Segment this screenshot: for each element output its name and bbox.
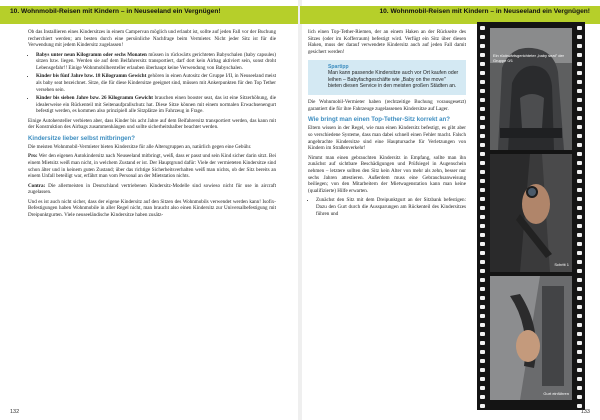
subheading: Kindersitze lieber selbst mitbringen? xyxy=(28,135,136,143)
film-perforation xyxy=(480,188,485,192)
list-item xyxy=(36,95,276,115)
film-perforation xyxy=(480,314,485,318)
film-perforation xyxy=(577,143,582,147)
running-header: 10. Wohnmobil-Reisen mit Kindern – in Neuseeland ein Vergnügen! xyxy=(379,8,590,15)
film-perforation xyxy=(577,26,582,30)
photo-belt-step xyxy=(490,154,572,272)
film-perforation xyxy=(577,323,582,327)
pro-paragraph xyxy=(28,153,276,180)
paragraph: Ob das Installieren eines Kindersitzes in einem Campervan möglich und erlaubt ist, sollte auf jeden Fall vor der Buchung recherchiert werden; am besten durch eine persönliche Nachfrage beim Vermieter. Nicht jeder Sitz ist für die Verwendung mit jedem Kindersitz zugelassen! xyxy=(28,29,276,49)
film-perforation xyxy=(577,179,582,183)
film-perforation xyxy=(480,224,485,228)
film-perforation xyxy=(480,152,485,156)
film-perforation xyxy=(480,278,485,282)
film-perforation xyxy=(480,305,485,309)
film-perforation xyxy=(577,89,582,93)
film-perforation xyxy=(577,242,582,246)
belt-insert-photo xyxy=(490,276,572,400)
film-perforation xyxy=(480,179,485,183)
paragraph: Einige Autohersteller verbieten aber, dass Kinder bis acht Jahre auf dem Beifahrersitz transportiert werden, das kann mit der Konstruktion des Airbags zusammenhängen und sollte sicherheitshalber beachtet werden. xyxy=(28,117,276,131)
left-text-column xyxy=(28,29,276,221)
list-item xyxy=(36,52,276,72)
bullet-list xyxy=(28,52,276,115)
film-perforation xyxy=(577,215,582,219)
film-perforation xyxy=(480,197,485,201)
contra-text: Die allermeisten in Deutschland vertriebenen Kindersitz-Modelle sind sowieso nicht für use in aircraft zugelassen. xyxy=(28,182,276,196)
film-perforation xyxy=(577,260,582,264)
photo-caption: Ein rückwärtsgerichteter „baby seat" der Gruppe 0/1 xyxy=(493,53,565,63)
film-perforation xyxy=(577,278,582,282)
film-perforation xyxy=(577,98,582,102)
film-perforation xyxy=(577,116,582,120)
page-number: 133 xyxy=(580,409,590,415)
tip-box xyxy=(308,60,466,95)
belt-hand-photo xyxy=(490,154,572,272)
film-perforation xyxy=(577,53,582,57)
film-perforation xyxy=(577,368,582,372)
photo-filmstrip xyxy=(477,22,585,410)
film-perforation xyxy=(577,305,582,309)
pro-text: Wer den eigenen Autokindersitz nach Neuseeland mitbringt, weiß, dass er passt und sein Kind sicher darin sitzt. Bei einem Mietsitz weiß man nicht, in welchem Zustand er ist. Der Hauptgrund dafür: Viele der vermieteten Kindersitze sind schon älter und in keinem guten Zustand; über das richtige Sicherheitsverhalten weiß man nichts, ob der Sitz bereits an einem Unfall beteiligt war, erfährt man vom Personal an der Mietstation nichts. xyxy=(28,153,276,180)
film-perforation xyxy=(480,134,485,138)
film-perforation xyxy=(577,359,582,363)
film-perforation xyxy=(480,395,485,399)
photo-car-seat xyxy=(490,28,572,150)
bullet-bold-lead: Kinder bis sieben Jahre bzw. 26 Kilogramm Gewicht xyxy=(36,94,153,101)
film-perforation xyxy=(480,233,485,237)
running-header: 10. Wohnmobil-Reisen mit Kindern – in Neuseeland ein Vergnügen! xyxy=(10,8,221,15)
bullet-bold-lead: Kinder bis fünf Jahre bzw. 18 Kilogramm Gewicht xyxy=(36,73,147,80)
film-perforation xyxy=(480,359,485,363)
photo-caption: Gurt einführen xyxy=(543,391,569,397)
film-perforation xyxy=(480,404,485,408)
film-perforation xyxy=(577,251,582,255)
film-perforation xyxy=(577,395,582,399)
paragraph: Die Wohnmobil-Vermieter haben (rechtzeitige Buchung vorausgesetzt) garantiert die für ihre Fahrzeuge zugelassenen Kindersitze auf Lager. xyxy=(308,98,466,112)
film-perforation xyxy=(577,125,582,129)
film-perforation xyxy=(577,161,582,165)
film-perforation xyxy=(480,116,485,120)
subheading: Wie bringt man einen Top-Tether-Sitz korrekt an? xyxy=(308,116,450,124)
page-number: 132 xyxy=(10,409,20,415)
film-perforation xyxy=(480,89,485,93)
bullet-text: müssen in rückwärts gerichteten Babyschalen (baby capsules) sitzen bzw. liegen. Werden sie auf dem Beifahrersitz transportiert, darf dort kein Airbag aktiviert sein, sonst droht Lebensgefahr!! Einige Wohnmobilhersteller erlauben überhaupt keine Verwendung von Babyschalen. xyxy=(36,51,276,72)
film-perforation xyxy=(480,62,485,66)
film-perforation xyxy=(480,80,485,84)
car-seat-photo xyxy=(490,28,572,150)
paragraph: Nimmt man einen gebrauchten Kindersitz in Empfang, sollte man ihn zunächst auf sichtbare Beschädigungen und Prüfsiegel in Augenschein nehmen – letztere sollten den Sitz kein Alter von mehr als zehn, besser nur sechs Jahren attestieren. Außerdem muss eine Gebrauchsanweisung beiliegen; von den Mitarbeitern der Mietwagenstation kann man keine (qualifizierte) Hilfe erwarten. xyxy=(308,154,466,195)
film-perforation xyxy=(480,242,485,246)
list-item: • Zunächst den Sitz mit dem Dreipunktgurt an der Sitzbank befestigen: Dazu den Gurt durch die Aussparungen am Rückenteil des Kindersitzes führen und xyxy=(316,197,466,217)
film-perforation xyxy=(480,161,485,165)
film-perforation xyxy=(480,98,485,102)
film-perforation xyxy=(577,107,582,111)
film-perforation xyxy=(577,170,582,174)
film-perforation xyxy=(577,314,582,318)
photo-caption: Schritt 1 xyxy=(554,262,569,268)
tip-title: Spartipp xyxy=(328,63,349,70)
film-perforation xyxy=(480,206,485,210)
film-perforation xyxy=(577,80,582,84)
film-perforation xyxy=(577,152,582,156)
paragraph: lich einen Top-Tether-Riemen, der an einem Haken an der Rückseite des Sitzes (oder im Kofferraum) befestigt wird. Verfügt ein Sitz über diesen Haken, muss der darauf verwendete Kindersitz auch auf jeden Fall damit gesichert werden! xyxy=(308,29,466,56)
film-perforation xyxy=(577,287,582,291)
film-perforation xyxy=(577,197,582,201)
list-item xyxy=(36,73,276,93)
contra-label: Contra: xyxy=(28,182,46,189)
film-perforation xyxy=(577,350,582,354)
film-perforation xyxy=(577,332,582,336)
film-perforation xyxy=(480,143,485,147)
film-perforation xyxy=(577,206,582,210)
film-perforation xyxy=(577,377,582,381)
right-text-column xyxy=(308,29,466,220)
film-perforation xyxy=(577,188,582,192)
film-perforation xyxy=(480,107,485,111)
tip-text: Man kann passende Kindersitze auch vor Ort kaufen oder leihen – Babyfachgeschäfte wie „Baby on the move" bieten diesen Service in den meisten großen Städten an. xyxy=(328,70,459,90)
film-perforation xyxy=(577,386,582,390)
film-perforation xyxy=(480,35,485,39)
bullet-list xyxy=(308,197,466,217)
film-perforation xyxy=(480,323,485,327)
film-perforation xyxy=(480,341,485,345)
bullet-text: gehören in einen Autositz der Gruppe I/II, in Neuseeland meist als baby seat bezeichnet. Sitze, die für diese Kindersitze geeignet sind, müssen mit Ankerpunkten für den Top Tether versehen sein. xyxy=(36,73,276,93)
film-perforation xyxy=(480,44,485,48)
film-perforation xyxy=(577,224,582,228)
film-perforation xyxy=(577,269,582,273)
film-perforation xyxy=(577,341,582,345)
film-perforation xyxy=(480,125,485,129)
film-perforation xyxy=(577,44,582,48)
pro-label: Pro: xyxy=(28,153,38,160)
film-perforation xyxy=(480,350,485,354)
right-page xyxy=(300,0,600,420)
film-perforation xyxy=(577,134,582,138)
paragraph: Die meisten Wohnmobil-Vermieter bieten Kindersitze für alle Altersgruppen an, natürlich gegen eine Gebühr. xyxy=(28,144,252,151)
film-perforation xyxy=(480,368,485,372)
film-perforation xyxy=(577,71,582,75)
film-perforation xyxy=(577,35,582,39)
film-perforation xyxy=(480,386,485,390)
film-perforation xyxy=(480,215,485,219)
film-perforation xyxy=(480,260,485,264)
film-perforation xyxy=(480,53,485,57)
film-perforation xyxy=(480,296,485,300)
contra-paragraph xyxy=(28,183,276,196)
film-perforation xyxy=(577,404,582,408)
film-perforation xyxy=(480,377,485,381)
film-perforation xyxy=(577,62,582,66)
film-perforation xyxy=(480,251,485,255)
film-perforation xyxy=(480,287,485,291)
paragraph: Eltern wissen in der Regel, wie man einen Kindersitz befestigt, es gibt aber so verschiedene Systeme, dass man dabei schnell einen Fehler macht. Falsch angebrachte Kindersitze sind eine Hauptursache für Verletzungen von Kindern im Straßenverkehr! xyxy=(308,125,466,152)
bullet-text: brauchen einen booster seat, das ist eine Sitzerhöhung, die idealerweise ein Rückenteil mit Seitenaufprallschutz hat. Diese Sitze können mit einem normalen Erwachsenengurt befestigt werden, es kommen also prinzipiell alle Sitzplätze im Fahrzeug in Frage. xyxy=(36,94,276,115)
bullet-bold-lead: Babys unter neun Kilogramm oder sechs Monaten xyxy=(36,51,147,58)
paragraph: Und es ist auch nicht sicher, dass der eigene Kindersitz auf den Sitzen des Wohnmobils verwendet werden kann! Isofix-Befestigungen haben Wohnmobile in aller Regel nicht, man braucht also einen Kindersitz zur Universalbefestigung mit Dreipunktgurten. Viele neuseeländische Kindersitze haben zusätz- xyxy=(28,198,276,219)
film-perforation xyxy=(480,332,485,336)
film-perforation xyxy=(480,269,485,273)
film-perforation xyxy=(480,170,485,174)
film-perforation xyxy=(480,71,485,75)
film-perforation xyxy=(577,233,582,237)
photo-belt-insert xyxy=(490,276,572,400)
film-perforation xyxy=(577,296,582,300)
film-perforation xyxy=(480,26,485,30)
